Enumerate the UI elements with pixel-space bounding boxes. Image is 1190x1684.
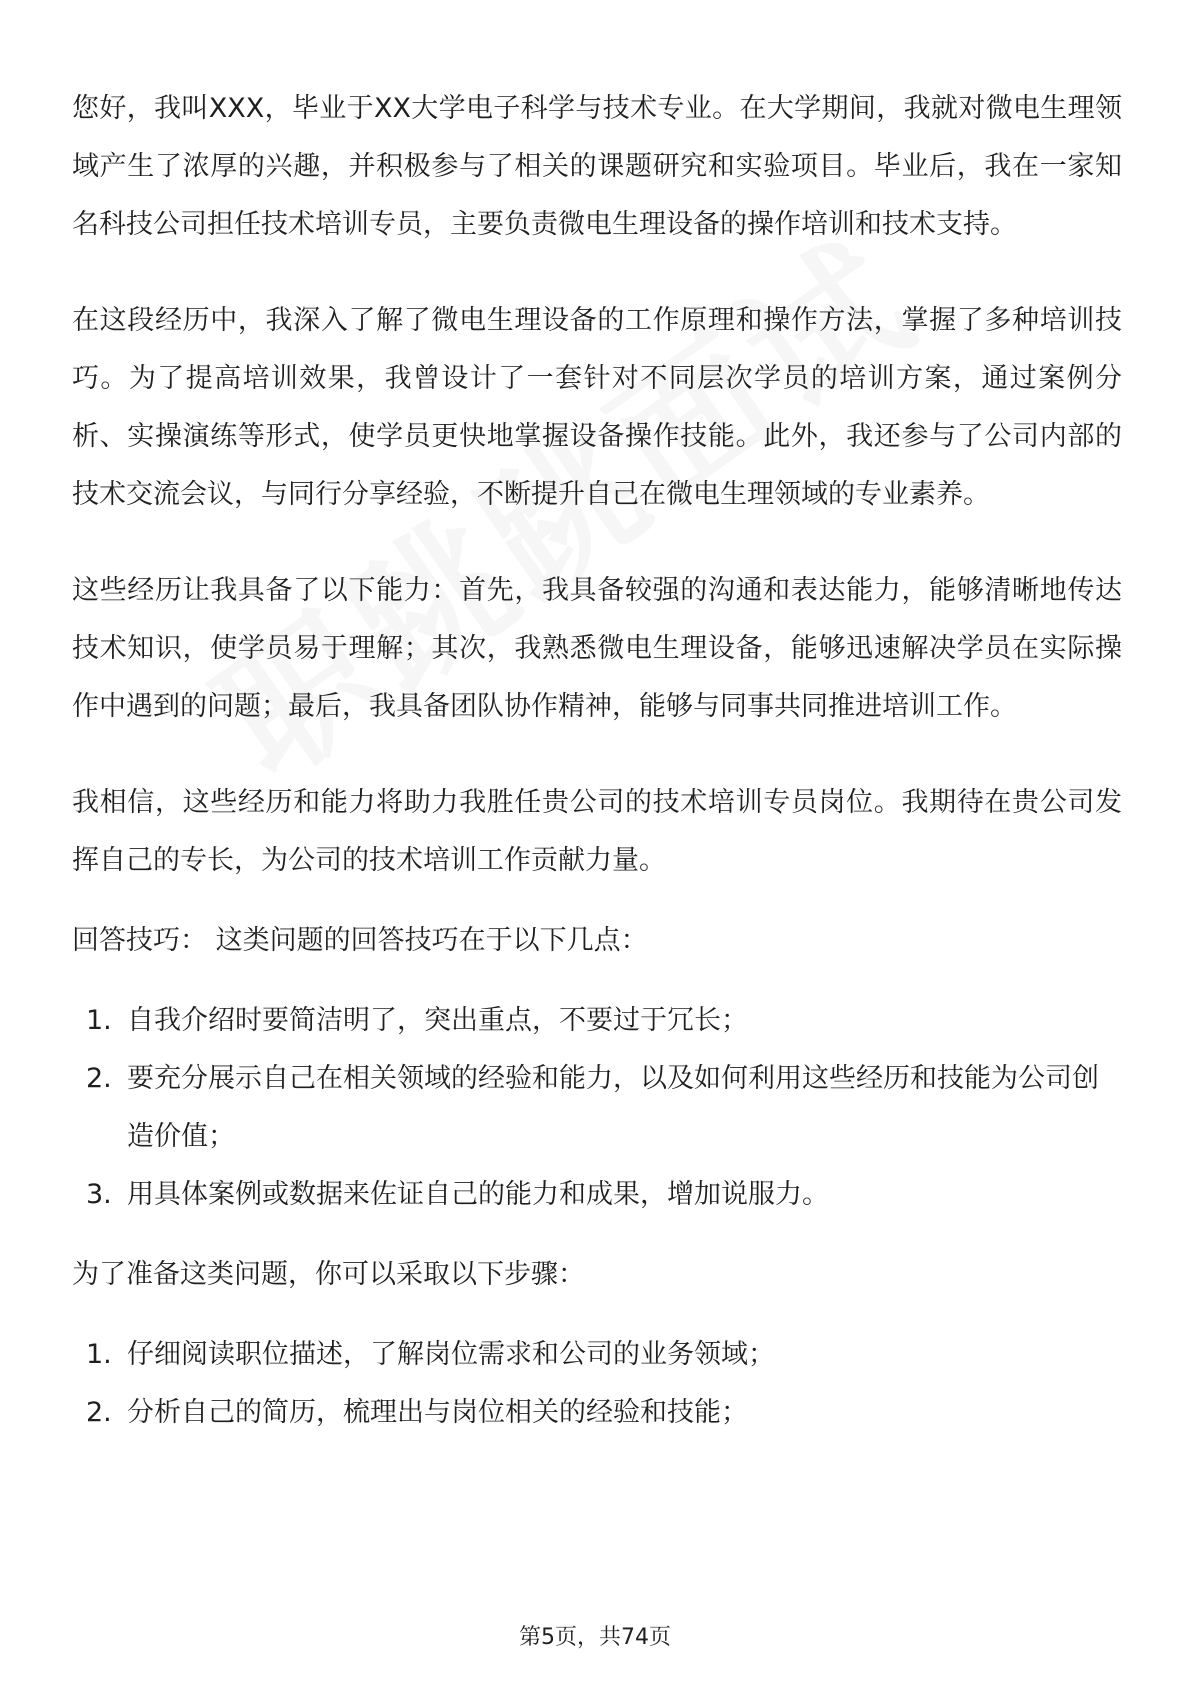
list-number: 3. [86,1179,112,1210]
list-number: 2. [86,1063,112,1094]
document-body [72,80,1122,1442]
steps-heading: 为了准备这类问题，你可以采取以下步骤： [72,1259,585,1290]
steps-list [72,1326,1122,1442]
list-text: 分析自己的简历，梳理出与岗位相关的经验和技能； [127,1397,748,1428]
paragraph-intro: 您好，我叫XXX，毕业于XX大学电子科学与技术专业。在大学期间，我就对微电生理领域产生了浓厚的兴趣，并积极参与了相关的课题研究和实验项目。毕业后，我在一家知名科技公司担任技术培训专员，主要负责微电生理设备的操作培训和技术支持。 [72,93,1122,240]
paragraph-experience: 在这段经历中，我深入了解了微电生理设备的工作原理和操作方法，掌握了多种培训技巧。为了提高培训效果，我曾设计了一套针对不同层次学员的培训方案，通过案例分析、实操演练等形式，使学员更快地掌握设备操作技能。此外，我还参与了公司内部的技术交流会议，与同行分享经验，不断提升自己在微电生理领域的专业素养。 [72,305,1122,510]
list-item [72,992,1122,1050]
list-number: 1. [86,1339,112,1370]
paragraph-conclusion: 我相信，这些经历和能力将助力我胜任贵公司的技术培训专员岗位。我期待在贵公司发挥自己的专长，为公司的技术培训工作贡献力量。 [72,787,1122,876]
list-number: 1. [86,1005,112,1036]
list-number: 2. [86,1397,112,1428]
list-item [72,1384,1122,1442]
list-text: 用具体案例或数据来佐证自己的能力和成果，增加说服力。 [127,1179,829,1210]
paragraph-abilities: 这些经历让我具备了以下能力：首先，我具备较强的沟通和表达能力，能够清晰地传达技术知识，使学员易于理解；其次，我熟悉微电生理设备，能够迅速解决学员在实际操作中遇到的问题；最后，我具备团队协作精神，能够与同事共同推进培训工作。 [72,575,1122,722]
list-text: 仔细阅读职位描述，了解岗位需求和公司的业务领域； [127,1339,775,1370]
page-number: 第5页，共74页 [519,1625,671,1650]
list-item [72,1050,1122,1166]
list-item [72,1326,1122,1384]
tips-heading: 回答技巧： 这类问题的回答技巧在于以下几点： [72,925,648,956]
list-text: 要充分展示自己在相关领域的经验和能力，以及如何利用这些经历和技能为公司创造价值； [127,1063,1099,1152]
list-item [72,1166,1122,1224]
tips-list [72,992,1122,1224]
list-text: 自我介绍时要简洁明了，突出重点，不要过于冗长； [127,1005,748,1036]
